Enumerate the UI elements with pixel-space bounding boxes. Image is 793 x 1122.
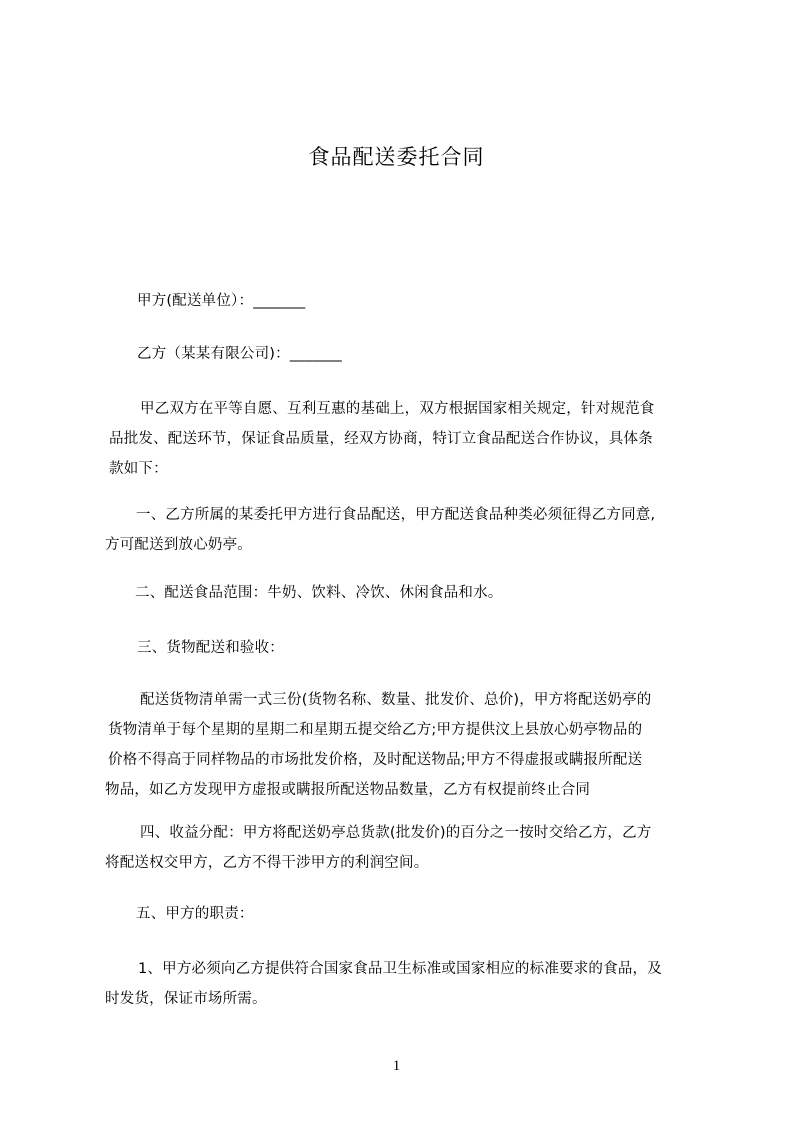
paragraph-clause-5-heading [136, 899, 734, 929]
page-number: 1 [392, 1058, 401, 1074]
text-line: 三、货物配送和验收： [137, 640, 284, 656]
text-line: 方可配送到放心奶亭。 [105, 537, 252, 553]
text-line: 甲方(配送单位）：_______ [137, 293, 306, 309]
paragraph-clause-4 [105, 818, 703, 878]
paragraph-clause-5-item-1 [105, 954, 703, 1014]
text-line: 四、收益分配：甲方将配送奶亭总货款(批发价)的百分之一按时交给乙方，乙方 [140, 825, 652, 841]
text-line: 一、乙方所属的某委托甲方进行食品配送，甲方配送食品种类必须征得乙方同意, [136, 507, 656, 523]
paragraph-clause-2 [135, 578, 733, 608]
document-title: 食品配送委托合同 [308, 145, 485, 169]
text-line: 二、配送食品范围：牛奶、饮料、冷饮、休闲食品和水。 [135, 585, 503, 601]
paragraph-party-b [137, 339, 735, 369]
text-line: 品批发、配送环节，保证食品质量，经双方协商，特订立食品配送合作协议，具体条 [109, 431, 653, 447]
text-line: 乙方（某某有限公司)：_______ [137, 346, 343, 362]
paragraph-clause-1 [105, 500, 703, 560]
text-line: 配送货物清单需一式三份(货物名称、数量、批发价、总价)，甲方将配送奶亭的 [140, 692, 652, 708]
text-line: 五、甲方的职责： [136, 906, 254, 922]
paragraph-clause-3-body [105, 685, 703, 805]
text-line: 款如下： [109, 461, 168, 477]
text-line: 时发货，保证市场所需。 [105, 991, 267, 1007]
text-line: 1、甲方必须向乙方提供符合国家食品卫生标准或国家相应的标准要求的食品，及 [138, 961, 662, 977]
text-line: 价格不得高于同样物品的市场批发价格，及时配送物品;甲方不得虚报或瞒报所配送 [108, 752, 643, 768]
paragraph-party-a [137, 286, 735, 316]
text-line: 货物清单于每个星期的星期二和星期五提交给乙方;甲方提供汶上县放心奶亭物品的 [108, 722, 643, 738]
paragraph-preamble [105, 394, 703, 484]
text-line: 将配送权交甲方，乙方不得干涉甲方的利润空间。 [105, 855, 429, 871]
paragraph-clause-3-heading [137, 633, 735, 663]
text-line: 物品，如乙方发现甲方虚报或瞒报所配送物品数量，乙方有权提前终止合同 [105, 782, 591, 798]
text-line: 甲乙双方在平等自愿、互利互惠的基础上，双方根据国家相关规定，针对规范食 [140, 401, 655, 417]
